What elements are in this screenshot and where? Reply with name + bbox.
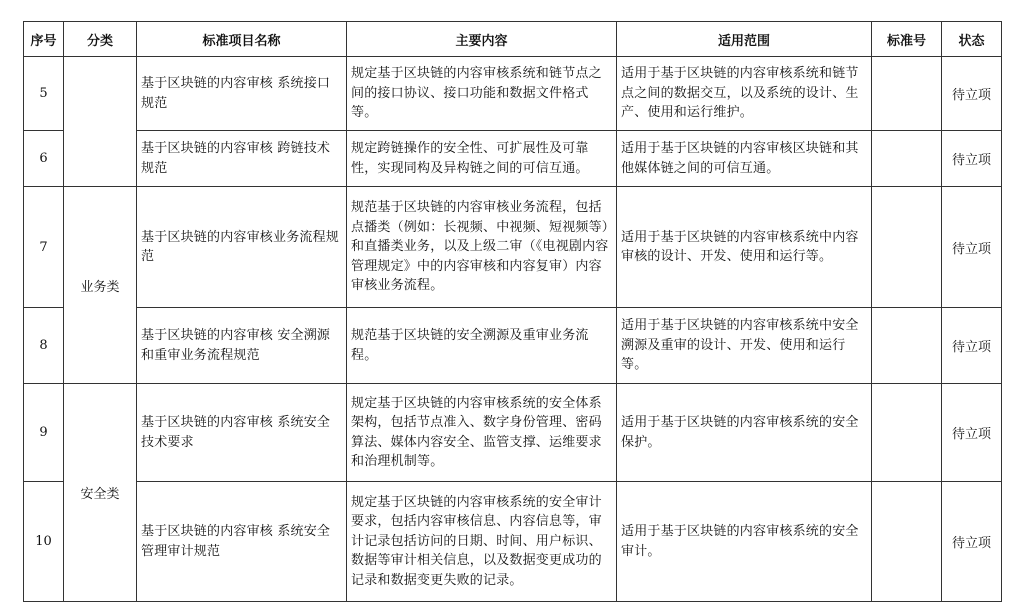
row-content: 规范基于区块链的内容审核业务流程，包括点播类（例如：长视频、中视频、短视频等）和直播类业务，以及上级二审（《电视剧内容管理规定》中的内容审核和内容复审）内容审核业务流程。 — [347, 187, 617, 308]
row-seq: 8 — [24, 308, 64, 384]
header-std-no: 标准号 — [872, 22, 942, 57]
row-name: 基于区块链的内容审核业务流程规范 — [137, 187, 347, 308]
table-row — [24, 131, 1002, 187]
row-name: 基于区块链的内容审核 系统安全管理审计规范 — [137, 482, 347, 602]
category-business: 业务类 — [64, 187, 137, 384]
row-std-no — [872, 57, 942, 131]
row-status: 待立项 — [942, 482, 1002, 602]
row-content: 规定跨链操作的安全性、可扩展性及可靠性，实现同构及异构链之间的可信互通。 — [347, 131, 617, 187]
table-row — [24, 187, 1002, 308]
row-name: 基于区块链的内容审核 跨链技术规范 — [137, 131, 347, 187]
row-scope: 适用于基于区块链的内容审核系统中安全溯源及重审的设计、开发、使用和运行等。 — [617, 308, 872, 384]
header-status: 状态 — [942, 22, 1002, 57]
standards-table — [23, 21, 1002, 602]
row-content: 规定基于区块链的内容审核系统的安全体系架构，包括节点准入、数字身份管理、密码算法、媒体内容安全、监管支撑、运维要求和治理机制等。 — [347, 384, 617, 482]
table-row — [24, 57, 1002, 131]
row-scope: 适用于基于区块链的内容审核系统的安全保护。 — [617, 384, 872, 482]
row-scope: 适用于基于区块链的内容审核区块链和其他媒体链之间的可信互通。 — [617, 131, 872, 187]
row-seq: 5 — [24, 57, 64, 131]
row-seq: 9 — [24, 384, 64, 482]
header-name: 标准项目名称 — [137, 22, 347, 57]
row-name: 基于区块链的内容审核 系统安全技术要求 — [137, 384, 347, 482]
table-row — [24, 308, 1002, 384]
row-scope: 适用于基于区块链的内容审核系统中内容审核的设计、开发、使用和运行等。 — [617, 187, 872, 308]
row-scope: 适用于基于区块链的内容审核系统和链节点之间的数据交互，以及系统的设计、生产、使用和运行维护。 — [617, 57, 872, 131]
table-row — [24, 384, 1002, 482]
row-status: 待立项 — [942, 308, 1002, 384]
row-status: 待立项 — [942, 131, 1002, 187]
header-content: 主要内容 — [347, 22, 617, 57]
header-seq: 序号 — [24, 22, 64, 57]
row-std-no — [872, 187, 942, 308]
row-seq: 7 — [24, 187, 64, 308]
standards-table-container — [23, 21, 1002, 602]
row-std-no — [872, 384, 942, 482]
header-row — [24, 22, 1002, 57]
row-content: 规定基于区块链的内容审核系统的安全审计要求，包括内容审核信息、内容信息等，审计记录包括访问的日期、时间、用户标识、数据等审计相关信息，以及数据变更成功的记录和数据变更失败的记录。 — [347, 482, 617, 602]
table-row — [24, 482, 1002, 602]
row-std-no — [872, 482, 942, 602]
header-scope: 适用范围 — [617, 22, 872, 57]
row-name: 基于区块链的内容审核 系统接口规范 — [137, 57, 347, 131]
category-security: 安全类 — [64, 384, 137, 602]
row-content: 规范基于区块链的安全溯源及重审业务流程。 — [347, 308, 617, 384]
row-status: 待立项 — [942, 57, 1002, 131]
row-scope: 适用于基于区块链的内容审核系统的安全审计。 — [617, 482, 872, 602]
header-category: 分类 — [64, 22, 137, 57]
row-seq: 6 — [24, 131, 64, 187]
row-status: 待立项 — [942, 384, 1002, 482]
row-seq: 10 — [24, 482, 64, 602]
row-status: 待立项 — [942, 187, 1002, 308]
row-std-no — [872, 308, 942, 384]
row-std-no — [872, 131, 942, 187]
row-category-empty — [64, 57, 137, 187]
row-content: 规定基于区块链的内容审核系统和链节点之间的接口协议、接口功能和数据文件格式等。 — [347, 57, 617, 131]
row-name: 基于区块链的内容审核 安全溯源和重审业务流程规范 — [137, 308, 347, 384]
